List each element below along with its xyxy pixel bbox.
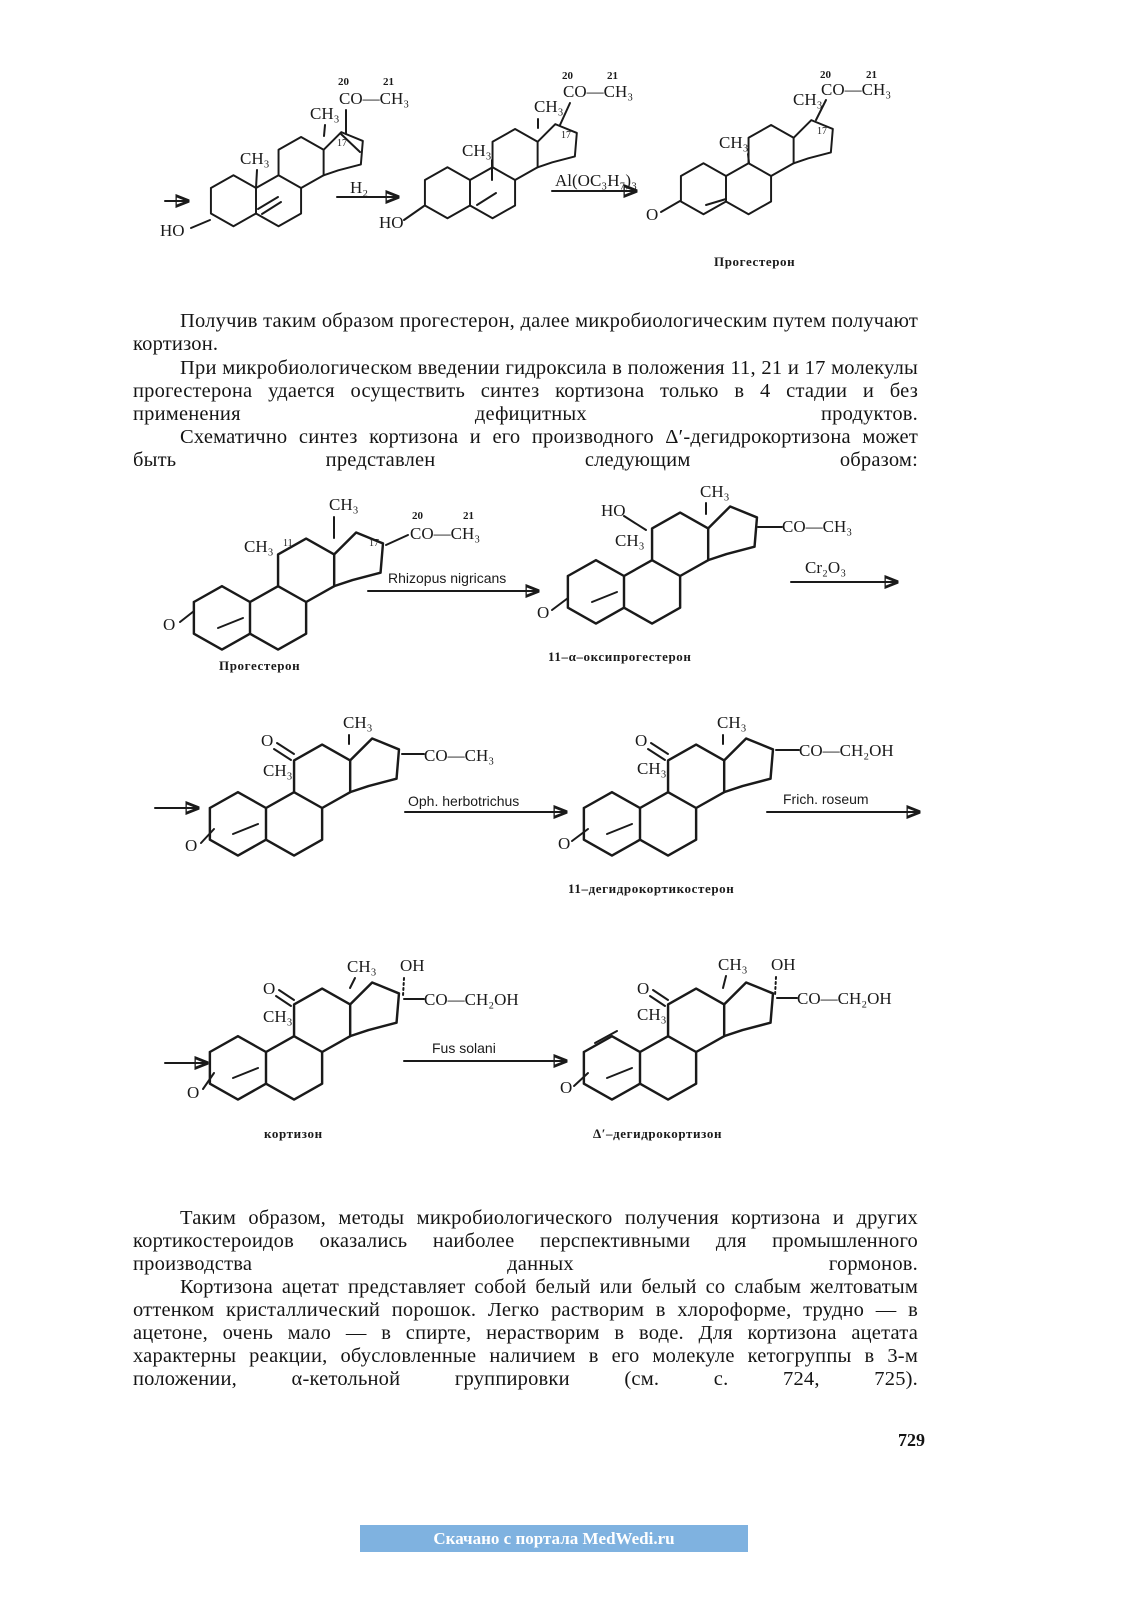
download-watermark-banner[interactable]: Скачано с портала MedWedi.ru bbox=[360, 1525, 748, 1552]
structure-delta1-dehydrocortisone bbox=[560, 955, 892, 1100]
structure-11-ketoprogesterone bbox=[155, 713, 494, 856]
oxo-label: O bbox=[263, 979, 276, 998]
oxo-label: O bbox=[187, 1083, 200, 1102]
oxo-label: O bbox=[163, 615, 176, 634]
acetyl-group: CO—CH₃ bbox=[782, 517, 853, 536]
reagent-ophiobolus: Oph. herbotrichus bbox=[408, 793, 520, 809]
caption-cortisone: кортизон bbox=[264, 1126, 323, 1141]
c20-number: 20 bbox=[338, 76, 349, 88]
ch3-label: CH₃ bbox=[717, 713, 747, 732]
c11-number: 11 bbox=[283, 538, 293, 549]
c17-number: 17 bbox=[369, 538, 379, 549]
caption-progesterone-2: Прогестерон bbox=[219, 658, 301, 673]
hydroxyacetyl-group: CO—CH₂OH bbox=[797, 989, 892, 1008]
hydroxyacetyl-group: CO—CH₂OH bbox=[424, 990, 519, 1009]
c17-number: 17 bbox=[817, 126, 827, 137]
caption-11-dehydrocorticosterone: 11–дегидрокортикостерон bbox=[568, 881, 735, 896]
ho-label: HO bbox=[601, 501, 626, 520]
ch3-label: CH₃ bbox=[637, 759, 667, 778]
oxo-label: O bbox=[537, 603, 550, 622]
caption-delta1-dehydrocortisone: Δ′–дегидрокортизон bbox=[593, 1126, 723, 1141]
ch3-label: CH₃ bbox=[347, 957, 377, 976]
ho-label: HO bbox=[160, 221, 185, 240]
structure-pregnenolone bbox=[379, 70, 633, 232]
oxo-label: O bbox=[185, 836, 198, 855]
c17-number: 17 bbox=[337, 138, 347, 149]
ch3-label: CH₃ bbox=[329, 495, 359, 514]
structure-11-dehydrocorticosterone bbox=[558, 713, 894, 856]
ch3-label: CH₃ bbox=[718, 955, 748, 974]
ch3-label: CH₃ bbox=[240, 149, 270, 168]
paragraph-1: Получив таким образом прогестерон, далее микробиологическим путем получают кортизон. bbox=[133, 310, 918, 355]
reagent-frichoderma: Frich. roseum bbox=[783, 791, 869, 807]
oxo-label: O bbox=[637, 979, 650, 998]
ch3-label: CH₃ bbox=[615, 531, 645, 550]
reagent-aluminium-isopropoxide: Al(OC₃H₇)₃ bbox=[555, 171, 637, 190]
oh-label: OH bbox=[771, 955, 796, 974]
ch3-label: CH₃ bbox=[637, 1005, 667, 1024]
ch3-label: CH₃ bbox=[534, 97, 564, 116]
ch3-label: CH₃ bbox=[462, 141, 492, 160]
paragraph-2: При микробиологическом введении гидроксила в положения 11, 21 и 17 молекулы прогестерона удается осуществить синтез кортизона только в 4 стадии и без применения дефицитных продуктов. bbox=[133, 357, 918, 425]
structure-11a-hydroxyprogesterone bbox=[537, 482, 852, 624]
ch3-label: CH₃ bbox=[263, 761, 293, 780]
ch3-label: CH₃ bbox=[343, 713, 373, 732]
acetyl-group: CO—CH₃ bbox=[410, 524, 481, 543]
c21-number: 21 bbox=[607, 70, 618, 82]
oxo-label: O bbox=[635, 731, 648, 750]
ch3-label: CH₃ bbox=[719, 133, 749, 152]
hydroxyacetyl-group: CO—CH₂OH bbox=[799, 741, 894, 760]
ho-label: HO bbox=[379, 213, 404, 232]
acetyl-group: CO—CH₃ bbox=[424, 746, 495, 765]
ch3-label: CH₃ bbox=[793, 90, 823, 109]
caption-progesterone: Прогестерон bbox=[714, 254, 796, 269]
structure-pregnadienolone bbox=[160, 76, 409, 240]
ch3-label: CH₃ bbox=[244, 537, 274, 556]
c20-number: 20 bbox=[820, 69, 831, 81]
reagent-h2: H₂ bbox=[350, 178, 369, 197]
ch3-label: CH₃ bbox=[263, 1007, 293, 1026]
acetyl-group: CO—CH₃ bbox=[563, 82, 634, 101]
oxo-label: O bbox=[558, 834, 571, 853]
c20-number: 20 bbox=[562, 70, 573, 82]
c20-number: 20 bbox=[412, 510, 423, 522]
paragraph-3: Схематично синтез кортизона и его производного Δ′-дегидрокортизона может быть представлен следующим образом: bbox=[133, 426, 918, 471]
c17-number: 17 bbox=[561, 130, 571, 141]
caption-11a-hydroxyprogesterone: 11–α–оксипрогестерон bbox=[548, 649, 692, 664]
reagent-cr2o3: Cr₂O₃ bbox=[805, 558, 847, 577]
ch3-label: CH₃ bbox=[700, 482, 730, 501]
c21-number: 21 bbox=[383, 76, 394, 88]
acetyl-group: CO—CH₃ bbox=[339, 89, 410, 108]
oh-label: OH bbox=[400, 956, 425, 975]
c21-number: 21 bbox=[463, 510, 474, 522]
paragraph-5: Кортизона ацетат представляет собой белый или белый со слабым желтоватым оттенком кристаллический порошок. Легко растворим в хлороформе, трудно — в ацетоне, очень мало — в спирте, нерастворим в воде. Для кортизона ацетата характерны реакции, обусловленные наличием в его молекуле кетогруппы в 3-м положении, α-кетольной группировки (см. с. 724, 725). bbox=[133, 1276, 918, 1390]
oxo-label: O bbox=[261, 731, 274, 750]
oxo-label: O bbox=[646, 205, 659, 224]
oxo-label: O bbox=[560, 1078, 573, 1097]
paragraph-4: Таким образом, методы микробиологического получения кортизона и других кортикостероидов оказались наиболее перспективными для промышленного производства данных гормонов. bbox=[133, 1207, 918, 1275]
reagent-fusarium: Fus solani bbox=[432, 1040, 496, 1056]
ch3-label: CH₃ bbox=[310, 104, 340, 123]
page-number: 729 bbox=[898, 1430, 925, 1450]
structure-cortisone bbox=[165, 956, 519, 1102]
structure-progesterone bbox=[646, 69, 891, 224]
acetyl-group: CO—CH₃ bbox=[821, 80, 892, 99]
reagent-rhizopus: Rhizopus nigricans bbox=[388, 570, 507, 586]
c21-number: 21 bbox=[866, 69, 877, 81]
